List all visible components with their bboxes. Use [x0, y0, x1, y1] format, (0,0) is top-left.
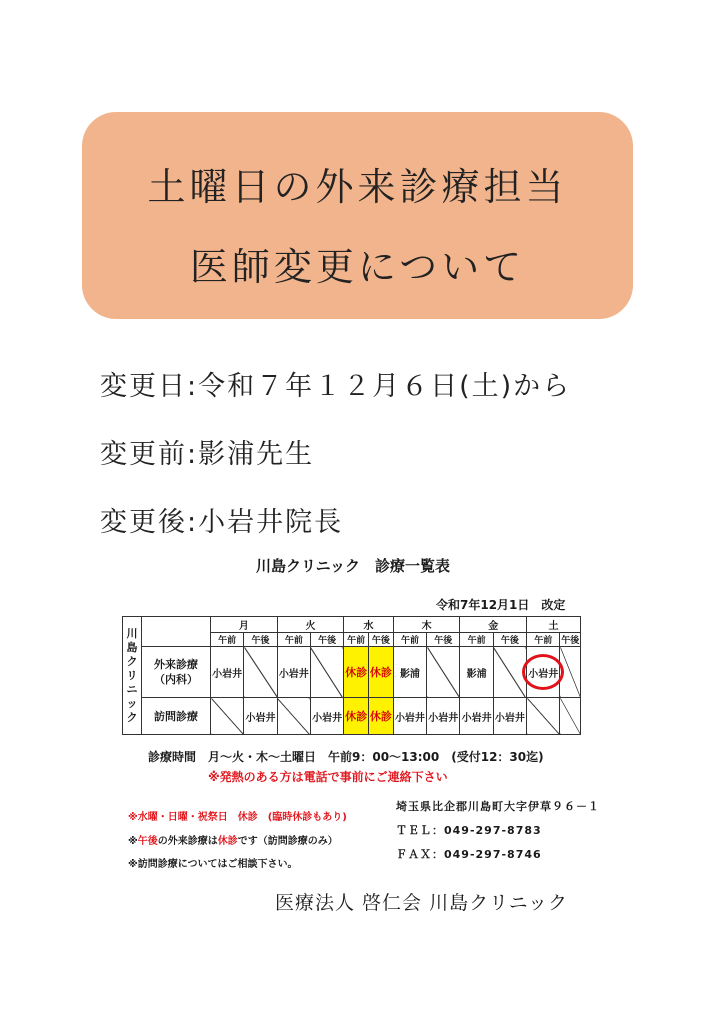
note-afternoon-tail: です（訪問診療のみ） [237, 836, 338, 847]
title-line-1: 土曜日の外来診療担当 [147, 165, 568, 209]
cell-thu-am: 影浦 [393, 647, 426, 698]
cell-wed-am: 休診 [344, 647, 369, 698]
row-label-outpatient-line2: （内科） [154, 673, 198, 686]
cell-wed-am-visit: 休診 [344, 698, 369, 735]
cell-thu-pm-visit: 小岩井 [427, 698, 460, 735]
title-line-2: 医師変更について [189, 245, 526, 289]
pm-header: 午後 [244, 633, 277, 647]
cell-mon-am: 小岩井 [211, 647, 244, 698]
note-home-visit: ※訪問診療についてはご相談下さい。 [128, 859, 298, 870]
note-afternoon-text: の外来診療は [157, 836, 218, 847]
note-afternoon-mark: ※ [128, 836, 138, 847]
clinic-tel: ＴＥＬ：049-297-8783 [396, 824, 542, 837]
note-afternoon-closed: 休診 [217, 836, 238, 847]
cell-mon-pm [244, 647, 277, 698]
day-thu: 木 [393, 617, 460, 633]
fever-notice: ※発熱のある方は電話で事前にご連絡下さい [208, 770, 448, 784]
cell-mon-am-visit [211, 698, 244, 735]
day-wed: 水 [344, 617, 393, 633]
am-header: 午前 [344, 633, 369, 647]
note-closed-days: ※水曜・日曜・祝祭日 休診 (臨時休診もあり) [128, 812, 347, 823]
cell-thu-am-visit: 小岩井 [393, 698, 426, 735]
cell-fri-am: 影浦 [460, 647, 493, 698]
note-afternoon [128, 832, 338, 847]
cell-fri-pm-visit: 小岩井 [493, 698, 526, 735]
schedule-title: 川島クリニック 診療一覧表 [255, 557, 451, 575]
clinic-side-label: 川島クリニック [123, 617, 142, 735]
cell-sat-pm-visit [560, 698, 581, 735]
am-header: 午前 [527, 633, 560, 647]
change-date: 変更日:令和７年１２月６日(土)から [100, 371, 572, 402]
clinic-fax: ＦＡＸ：049-297-8746 [396, 848, 542, 861]
clinic-address: 埼玉県比企郡川島町大字伊草９６－１ [396, 800, 600, 813]
pm-header: 午後 [369, 633, 394, 647]
cell-mon-pm-visit: 小岩井 [244, 698, 277, 735]
table-row-outpatient [123, 647, 581, 698]
schedule-revised-date: 令和7年12月1日 改定 [436, 598, 566, 612]
footer-organization: 医療法人 啓仁会 川島クリニック [275, 892, 568, 914]
table-header-days [123, 617, 581, 633]
cell-sat-am-visit [527, 698, 560, 735]
clinic-hours: 診療時間 月～火・木～土曜日 午前9：00～13:00 (受付12：30迄) [148, 750, 544, 764]
pm-header: 午後 [427, 633, 460, 647]
cell-tue-am: 小岩井 [277, 647, 310, 698]
corner-cell [142, 617, 211, 647]
cell-sat-am [527, 647, 560, 698]
sat-doctor-name: 小岩井 [528, 668, 559, 680]
day-fri: 金 [460, 617, 527, 633]
note-afternoon-pm: 午後 [137, 836, 158, 847]
am-header: 午前 [211, 633, 244, 647]
title-banner [82, 112, 633, 319]
cell-fri-am-visit: 小岩井 [460, 698, 493, 735]
schedule-table [122, 616, 581, 735]
day-mon: 月 [211, 617, 278, 633]
cell-tue-am-visit [277, 698, 310, 735]
cell-tue-pm-visit: 小岩井 [310, 698, 343, 735]
doctor-before: 変更前:影浦先生 [100, 439, 315, 470]
pm-header: 午後 [560, 633, 581, 647]
cell-tue-pm [310, 647, 343, 698]
cell-thu-pm [427, 647, 460, 698]
day-sat: 土 [527, 617, 581, 633]
doctor-after: 変更後:小岩井院長 [100, 507, 344, 538]
am-header: 午前 [393, 633, 426, 647]
table-row-visit [123, 698, 581, 735]
row-label-outpatient [142, 647, 211, 698]
pm-header: 午後 [310, 633, 343, 647]
day-tue: 火 [277, 617, 344, 633]
row-label-visit: 訪問診療 [142, 698, 211, 735]
am-header: 午前 [460, 633, 493, 647]
am-header: 午前 [277, 633, 310, 647]
cell-wed-pm: 休診 [369, 647, 394, 698]
cell-wed-pm-visit: 休診 [369, 698, 394, 735]
row-label-outpatient-line1: 外来診療 [154, 658, 198, 671]
highlight-circle-icon [522, 654, 564, 690]
pm-header: 午後 [493, 633, 526, 647]
